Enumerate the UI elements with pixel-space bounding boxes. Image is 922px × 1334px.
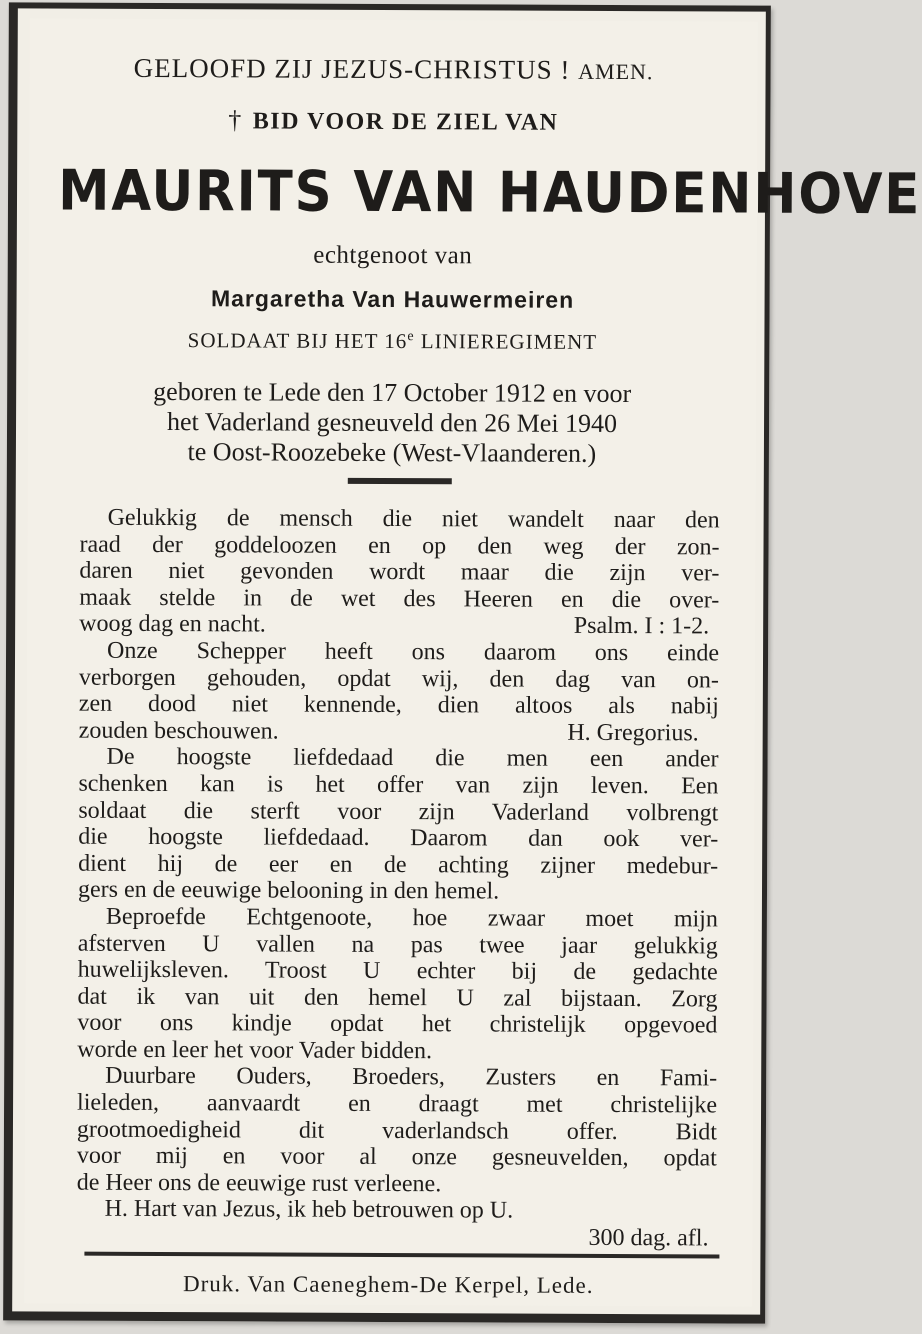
text-line: voor ons kindje opdat het christelijk opgevoed xyxy=(77,1009,718,1039)
text-line: gers en de eeuwige belooning in den hemel. xyxy=(77,876,500,905)
text-line: dient hij de eer en de achting zijner medebur- xyxy=(78,850,719,880)
pray-text: BID VOOR DE ZIEL VAN xyxy=(252,108,559,136)
printer-credit: Druk. Van Caeneghem-De Kerpel, Lede. xyxy=(183,1271,594,1298)
text-segment: woog dag en nacht. xyxy=(79,611,266,638)
text-line xyxy=(79,717,719,746)
amen-text: AMEN. xyxy=(578,58,654,85)
text-line: H. Hart van Jezus, ik heb betrouwen op U. xyxy=(104,1196,514,1224)
text-line: Gelukkig de mensch die niet wandelt naar den xyxy=(107,504,720,534)
text-line: De hoogste liefdedaad die men een ander xyxy=(106,744,719,773)
birth-death-block xyxy=(28,376,756,469)
citation: Psalm. I : 1-2. xyxy=(573,613,710,640)
card-face xyxy=(24,18,922,1306)
divider-rule xyxy=(348,478,452,484)
text-line: maak stelde in de wet des Heeren en die over- xyxy=(79,584,720,614)
deceased-name: MAURITS VAN HAUDENHOVE xyxy=(58,158,922,228)
greeting-text: GELOOFD ZIJ JEZUS-CHRISTUS ! xyxy=(133,52,571,85)
text-line: afsterven U vallen na pas twee jaar gelukkig xyxy=(77,930,718,959)
text-line: soldaat die sterft voor zijn Vaderland volbrengt xyxy=(78,797,719,826)
pray-line xyxy=(29,104,757,137)
footer-rule xyxy=(84,1252,719,1259)
regiment-line xyxy=(28,327,756,355)
text-line: huwelijksleven. Troost U echter bij de gedachte xyxy=(77,956,718,986)
text-line: Duurbare Ouders, Broeders, Zusters en Fami- xyxy=(105,1063,718,1092)
text-line: voor mij en voor al onze gesneuvelden, opdat xyxy=(76,1142,717,1172)
memorial-card xyxy=(3,2,922,1323)
text-line: die hoogste liefdedaad. Daarom dan ook ver- xyxy=(78,823,719,853)
cross-icon: † xyxy=(228,105,243,135)
spouse-label: echtgenoot van xyxy=(313,241,473,270)
birth-line: geboren te Lede den 17 October 1912 en voor xyxy=(153,376,632,409)
text-line: worde en leer het voor Vader bidden. xyxy=(77,1036,433,1065)
text-line: grootmoedigheid dit vaderlandsch offer. Bidt xyxy=(76,1116,718,1146)
text-line: dat ik van uit den hemel U zal bijstaan. Zorg xyxy=(77,983,718,1013)
regiment-text-post: LINIEREGIMENT xyxy=(414,329,598,354)
text-line: verborgen gehouden, opdat wij, den dag van on- xyxy=(78,664,719,694)
death-line: het Vaderland gesneuveld den 26 Mei 1940 xyxy=(166,407,618,439)
text-line: schenken kan is het offer van zijn leven. Een xyxy=(78,770,719,800)
indulgence-note: 300 dag. afl. xyxy=(588,1224,709,1252)
text-line: daren niet gevonden wordt maar die zijn ver- xyxy=(79,557,720,587)
spouse-name: Margaretha Van Hauwermeiren xyxy=(210,285,575,313)
text-line: raad der goddeloozen en op den weg der zon- xyxy=(79,531,720,561)
text-line xyxy=(79,611,719,640)
regiment-text-pre: SOLDAAT BIJ HET 16 xyxy=(187,328,408,354)
text-line: Beproefde Echtgenoote, hoe zwaar moet mijn xyxy=(105,903,718,933)
place-line: te Oost-Roozebeke (West-Vlaanderen.) xyxy=(187,437,597,468)
prayer-text xyxy=(76,505,719,1252)
text-line: zen dood niet kennende, dien altoos als nabij xyxy=(78,690,719,720)
text-line: Onze Schepper heeft ons daarom ons einde xyxy=(106,637,720,667)
text-line: de Heer ons de eeuwige rust verleene. xyxy=(76,1169,442,1198)
regiment-superscript: e xyxy=(407,329,415,345)
text-segment: zouden beschouwen. xyxy=(78,717,279,745)
citation: H. Gregorius. xyxy=(567,719,699,747)
greeting-line xyxy=(30,52,758,86)
text-line: lieleden, aanvaardt en draagt met christelijke xyxy=(77,1089,718,1119)
